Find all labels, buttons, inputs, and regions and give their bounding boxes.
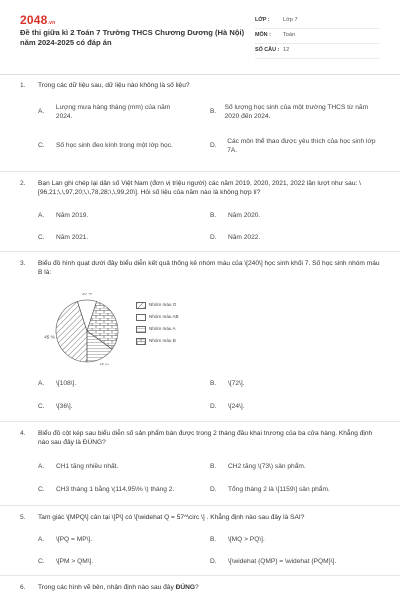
- legend-item-a: [136, 323, 206, 335]
- question-text: Biểu đồ cột kép sau biểu diễn số sản phẩm bán được trong 2 tháng đầu khai trương của ba cửa hàng. Khẳng định nào sau đây là ĐÚNG?: [38, 430, 373, 446]
- question-number: 6.: [20, 584, 26, 591]
- meta-key: SỐ CÂU :: [255, 47, 280, 54]
- legend-swatch-a: [136, 326, 146, 333]
- option-text: \[\widehat {QMP} = \widehat {PQM}\].: [228, 558, 337, 565]
- question-text-main: Trong các hình vẽ bên, nhận định nào sau đây: [38, 584, 176, 591]
- option-label: A.: [38, 380, 45, 387]
- option-1d[interactable]: [210, 138, 380, 156]
- question-divider: [0, 505, 400, 506]
- option-5b[interactable]: [210, 536, 360, 545]
- question-number: 4.: [20, 430, 26, 437]
- option-text: Tổng tháng 2 là \[1159\] sản phẩm.: [228, 486, 330, 493]
- meta-value: 12: [283, 47, 290, 54]
- option-5a[interactable]: [38, 536, 188, 545]
- question-2: [20, 180, 380, 198]
- option-label: B.: [210, 536, 217, 543]
- question-text-emphasis: ĐÚNG: [175, 584, 196, 591]
- pie-value-label: 15 %: [99, 362, 110, 365]
- option-4d[interactable]: [210, 486, 380, 495]
- option-2c[interactable]: [38, 234, 188, 243]
- option-5c[interactable]: [38, 558, 188, 567]
- question-divider: [0, 575, 400, 576]
- exam-title: Đề thi giữa kì 2 Toán 7 Trường THCS Chương Dương (Hà Nội) năm 2024-2025 có đáp án: [20, 28, 245, 48]
- question-number: 2.: [20, 180, 26, 187]
- logo-suffix: .vn: [47, 20, 56, 26]
- option-label: C.: [38, 486, 45, 493]
- option-text: \[36\].: [56, 403, 73, 410]
- question-1: [20, 82, 380, 91]
- exam-meta: [255, 14, 380, 59]
- pie-legend: [136, 299, 206, 347]
- legend-swatch-o: [136, 302, 146, 309]
- legend-label: Nhóm máu AB: [149, 313, 179, 319]
- question-3: [20, 260, 380, 278]
- legend-item-b: [136, 335, 206, 347]
- header: [0, 0, 400, 70]
- option-1a[interactable]: [38, 104, 188, 122]
- option-label: A.: [38, 536, 45, 543]
- option-text: \[MQ > PQ\].: [228, 536, 265, 543]
- meta-row-subject: [255, 29, 380, 44]
- legend-item-o: [136, 299, 206, 311]
- option-label: B.: [210, 463, 217, 470]
- option-text: CH1 tăng nhiều nhất.: [56, 463, 119, 470]
- meta-value: Lớp 7: [283, 17, 298, 24]
- question-4: [20, 430, 380, 448]
- question-text: Tam giác \[MPQ\] cân tại \[P\] có \[\widehat Q = 57^\circ \] . Khẳng định nào sau đây là SAI?: [38, 514, 305, 521]
- site-logo[interactable]: [20, 12, 55, 28]
- header-divider: [0, 74, 400, 75]
- option-label: D.: [210, 403, 217, 410]
- option-label: C.: [38, 234, 45, 241]
- pie-value-label: 10 %: [81, 293, 93, 296]
- option-2a[interactable]: [38, 212, 188, 221]
- option-text: \[72\].: [228, 380, 245, 387]
- option-4c[interactable]: [38, 486, 208, 495]
- legend-item-ab: [136, 311, 206, 323]
- option-1b[interactable]: [210, 104, 380, 122]
- option-label: C.: [38, 403, 45, 410]
- option-3c[interactable]: [38, 403, 188, 412]
- question-text-end: ?: [195, 584, 199, 591]
- logo-text: 2048: [20, 13, 48, 27]
- legend-label: Nhóm máu B: [149, 337, 176, 343]
- question-divider: [0, 251, 400, 252]
- option-3d[interactable]: [210, 403, 360, 412]
- meta-value: Toán: [283, 32, 296, 39]
- option-label: A.: [38, 212, 45, 219]
- option-text: CH3 tháng 1 bằng \(114,95\% \) tháng 2.: [56, 486, 175, 493]
- meta-row-class: [255, 14, 380, 29]
- question-number: 5.: [20, 514, 26, 521]
- option-label: A.: [38, 463, 45, 470]
- meta-key: LỚP :: [255, 17, 270, 24]
- option-label: D.: [210, 142, 217, 149]
- option-3a[interactable]: [38, 380, 188, 389]
- option-text: \[24\].: [228, 403, 245, 410]
- option-label: D.: [210, 486, 217, 493]
- question-number: 1.: [20, 82, 26, 89]
- option-4a[interactable]: [38, 463, 198, 472]
- option-text: CH2 tăng \(73\) sản phẩm.: [228, 463, 306, 470]
- legend-swatch-b: [136, 338, 146, 345]
- option-text: \[108\].: [56, 380, 77, 387]
- option-text: Các môn thể thao được yêu thích của học sinh lớp 7A.: [227, 138, 376, 154]
- option-text: Năm 2022.: [228, 234, 261, 241]
- question-divider: [0, 171, 400, 172]
- option-text: Số học sinh đeo kính trong một lớp học.: [56, 142, 173, 149]
- meta-key: MÔN :: [255, 32, 271, 39]
- option-text: Năm 2019.: [56, 212, 89, 219]
- option-text: \[PQ = MP\].: [56, 536, 93, 543]
- option-label: C.: [38, 558, 45, 565]
- option-2b[interactable]: [210, 212, 360, 221]
- option-label: D.: [210, 234, 217, 241]
- option-label: A.: [38, 108, 45, 115]
- option-5d[interactable]: [210, 558, 380, 567]
- option-label: B.: [210, 108, 217, 115]
- option-label: C.: [38, 142, 45, 149]
- option-text: Lượng mưa hàng tháng (mm) của năm 2024.: [55, 104, 171, 120]
- option-text: \[PM > QM\].: [56, 558, 94, 565]
- question-text: Biểu đồ hình quạt dưới đây biểu diễn kết quả thống kê nhóm máu của \[240\] học sinh khối 7. Số học sinh nhóm máu B là:: [38, 260, 380, 276]
- question-6: [20, 584, 380, 593]
- question-text: Trong các dữ liệu sau, dữ liệu nào không là số liệu?: [38, 82, 190, 89]
- question-text: Bạn Lan ghi chép lại dân số Việt Nam (đơn vị triệu người) các năm 2019, 2020, 2021, 2022 lần lượt như sau: \[96,21;\,\,97,20;\,\,78,28;\,\,99,20\]. Hỏi số liệu của năm nào là không hợp lí?: [38, 180, 362, 196]
- question-number: 3.: [20, 260, 26, 267]
- option-4b[interactable]: [210, 463, 380, 472]
- question-divider: [0, 421, 400, 422]
- option-label: B.: [210, 212, 217, 219]
- option-text: Năm 2020.: [228, 212, 261, 219]
- legend-label: Nhóm máu O: [149, 301, 177, 307]
- legend-label: Nhóm máu A: [149, 325, 176, 331]
- meta-row-count: [255, 44, 380, 59]
- question-text: [38, 584, 380, 593]
- option-1c[interactable]: [38, 142, 198, 151]
- option-text: Năm 2021.: [56, 234, 89, 241]
- question-5: [20, 514, 380, 523]
- option-text: Số lượng học sinh của một trường THCS từ năm 2020 đến 2024.: [224, 104, 369, 120]
- option-3b[interactable]: [210, 380, 360, 389]
- option-2d[interactable]: [210, 234, 360, 243]
- option-label: D.: [210, 558, 217, 565]
- option-label: B.: [210, 380, 217, 387]
- legend-swatch-ab: [136, 314, 146, 321]
- pie-value-label: 45 %: [44, 334, 55, 340]
